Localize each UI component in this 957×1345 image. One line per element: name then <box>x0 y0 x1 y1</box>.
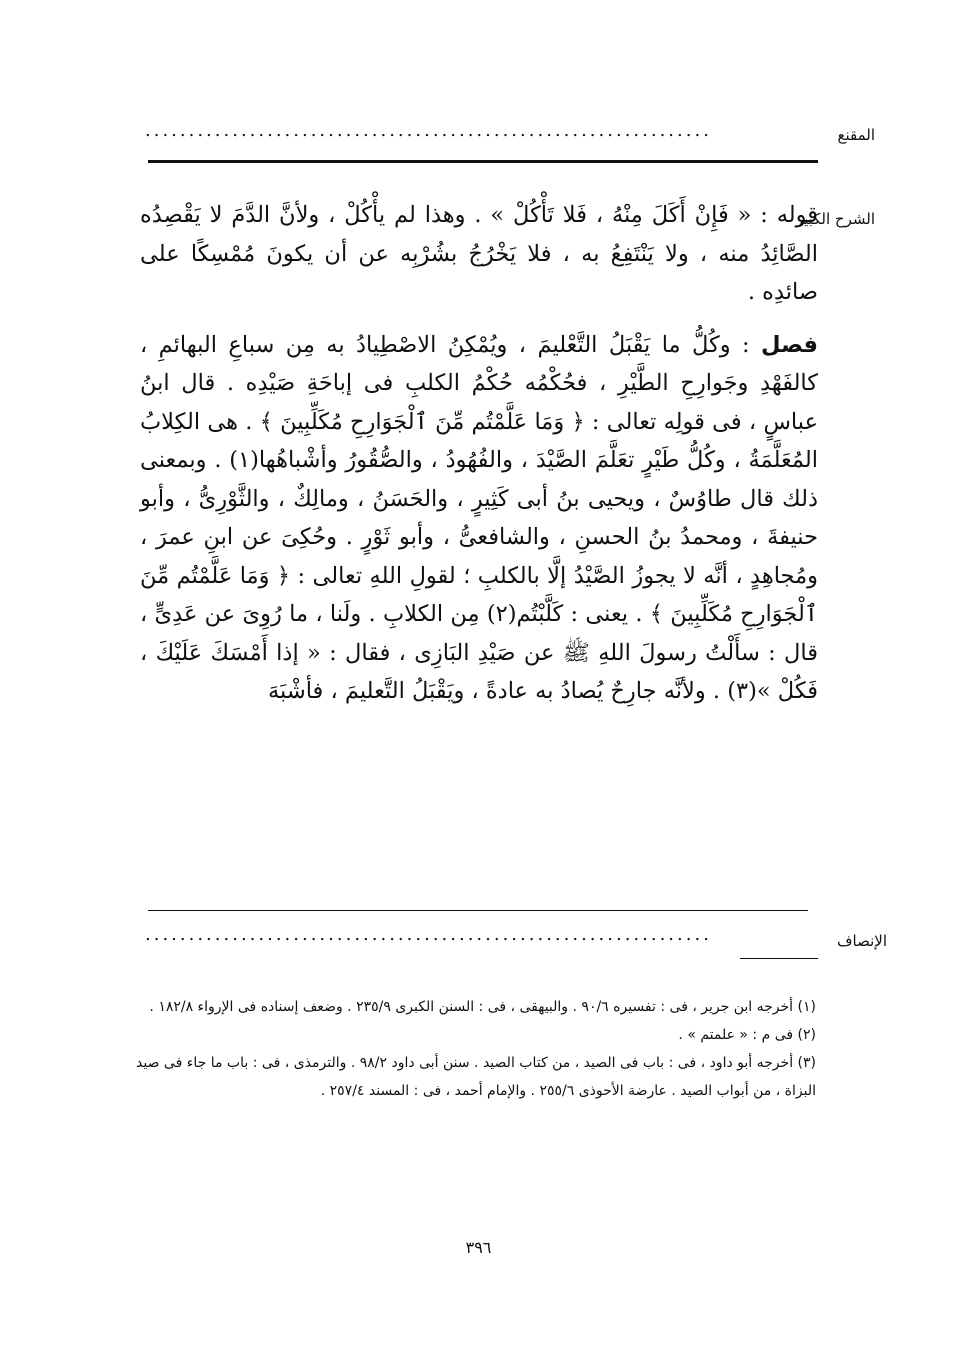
paragraph-2-body: : وكُلُّ ما يَقْبَلُ التَّعْليمَ ، ويُمْكِنُ الاصْطِيادُ به مِن سباعِ البهائمِ ، كالفَهْدِ وجَوارِحِ الطَّيْرِ ، فحُكْمُه حُكْمُ الكلبِ فى إباحَةِ صَيْدِه . قال ابنُ عباسٍ ، فى قولِه تعالى : ﴿ وَمَا عَلَّمْتُم مِّنَ ٱلْجَوَارِحِ مُكَلِّبِينَ ﴾ . هى الكِلابُ المُعَلَّمَةُ ، وكُلُّ طَيْرٍ تعَلَّمَ الصَّيْدَ ، والفُهُودُ ، والصُّقُورُ وأشْباهُها(١) . وبمعنى ذلك قال طاوُسٌ ، ويحيى بنُ أبى كَثِيرٍ ، والحَسَنُ ، ومالِكٌ ، والثَّوْرِىُّ ، وأبو حنيفةَ ، ومحمدُ بنُ الحسنِ ، والشافعىُّ ، وأبو ثَوْرٍ . وحُكِىَ عن ابنِ عمرَ ، ومُجاهِدٍ ، أنَّه لا يجوزُ الصَّيْدُ إلَّا بالكلبِ ؛ لقولِ اللهِ تعالى : ﴿ وَمَا عَلَّمْتُم مِّنَ ٱلْجَوَارِحِ مُكَلِّبِينَ ﴾ . يعنى : كَلَّبْتُم(٢) مِن الكلابِ . ولَنا ، ما رُوِىَ عن عَدِىٍّ ، قال : سأَلْتُ رسولَ اللهِ ﷺ عن صَيْدِ البَازِى ، فقال : « إذا أَمْسَكَ عَلَيْكَ ، فَكُلْ »(٣) . ولأنَّه جارِحٌ يُصادُ به عادةً ، ويَقْبَلُ التَّعليمَ ، فأشْبَهَ <box>140 331 818 704</box>
insaf-dotted-line: ................................................................. <box>145 926 712 944</box>
footnote-3: (٣) أخرجه أبو داود ، فى : باب فى الصيد ، من كتاب الصيد . سنن أبى داود ٩٨/٢ . والترمذى ، فى : باب ما جاء فى صيد البزاة ، من أبواب الصيد . عارضة الأحوذى ٢٥٥/٦ . والإمام أحمد ، فى : المسند ٢٥٧/٤ . <box>136 1055 816 1099</box>
main-text-block <box>140 196 818 711</box>
insaf-label: الإنصاف <box>836 932 887 950</box>
footnote-1: (١) أخرجه ابن جرير ، فى : تفسيره ٩٠/٦ . والبيهقى ، فى : السنن الكبرى ٢٣٥/٩ . وضعف إسناده فى الإرواء ١٨٢/٨ . <box>149 999 816 1015</box>
fasl-heading: فصل <box>761 331 818 358</box>
main-end-rule <box>148 910 808 911</box>
paragraph-2 <box>140 326 818 711</box>
footnotes <box>136 993 816 1105</box>
header-rule <box>148 160 818 163</box>
page-number: ٣٩٦ <box>465 1238 492 1257</box>
footnote-separator <box>740 958 818 959</box>
sharh-kabir-label: الشرح الكبير <box>795 210 875 228</box>
book-title-label: المقنع <box>837 126 875 144</box>
footnote-2: (٢) فى م : « علمتم » . <box>678 1027 816 1043</box>
header-dotted-line: ................................................................. <box>145 122 712 140</box>
paragraph-1: قوله : « فَإِنْ أَكَلَ مِنْهُ ، فَلا تَأْكُلْ » . وهذا لم يأْكُلْ ، ولأنَّ الدَّمَ لا يَقْصِدُه الصَّائِدُ منه ، ولا يَنْتَفِعُ به ، فلا يَخْرُجُ بشُرْبِه عن أن يكونَ مُمْسِكًا على صائدِه . <box>140 202 818 305</box>
